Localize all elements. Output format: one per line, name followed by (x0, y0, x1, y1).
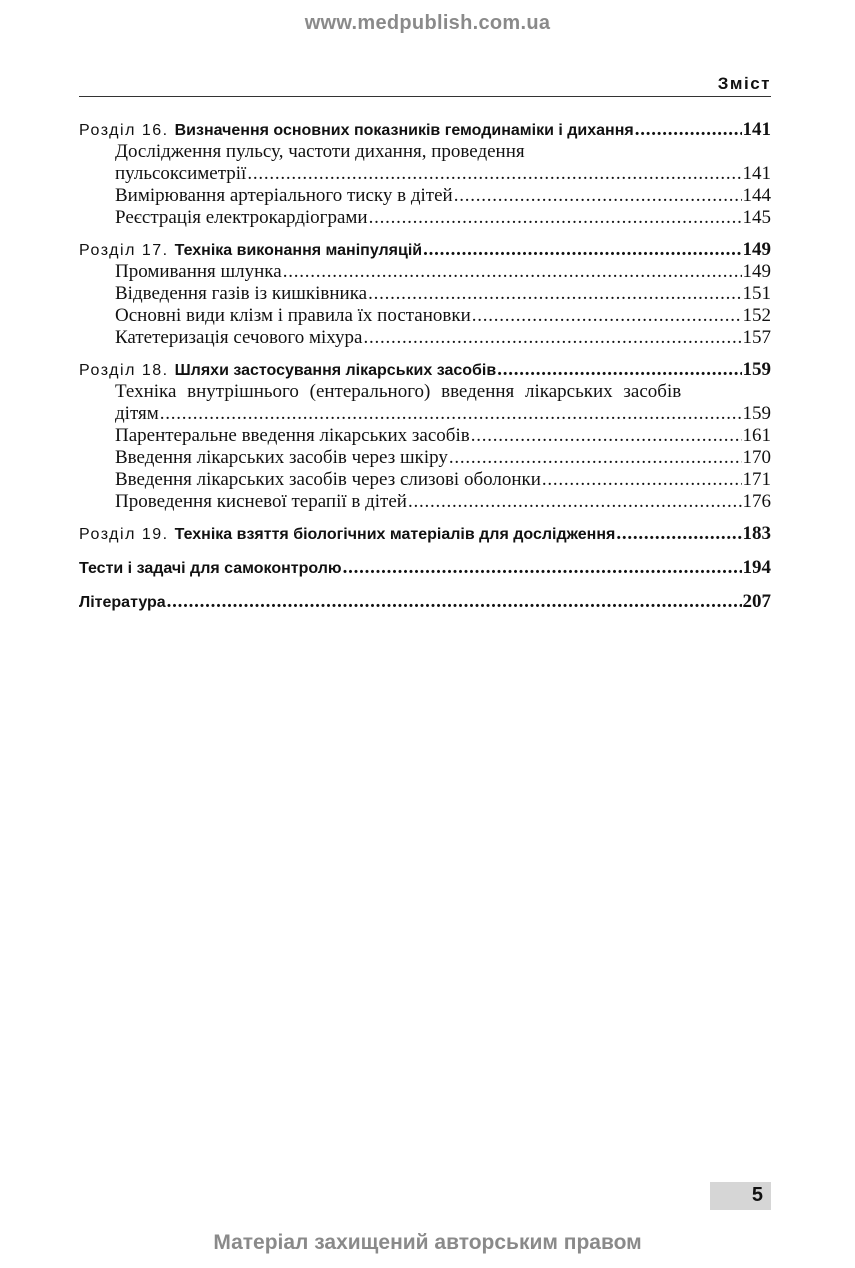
leader-dots (542, 469, 742, 491)
leader-dots (423, 239, 741, 261)
toc-entry[interactable] (79, 207, 771, 229)
section-prefix: Розділ 18. (79, 362, 169, 379)
toc-entry-line1: Техніка внутрішнього (ентерального) введення лікарських засобів (115, 381, 682, 402)
toc-entry[interactable] (79, 591, 771, 613)
toc-section-18 (79, 359, 771, 513)
section-title: Техніка взяття біологічних матеріалів для дослідження (174, 526, 616, 543)
toc-entry[interactable] (79, 239, 771, 261)
toc-entry[interactable] (79, 119, 771, 141)
leader-dots (497, 359, 741, 381)
page-ref: 157 (742, 327, 771, 348)
page-ref: 159 (742, 359, 771, 380)
leader-dots (368, 283, 741, 305)
toc-entry[interactable] (79, 557, 771, 579)
leader-dots (283, 261, 742, 283)
watermark-bottom: Матеріал захищений авторським правом (213, 1231, 642, 1254)
page-ref: 149 (742, 261, 771, 282)
section-title: Техніка виконання маніпуляцій (174, 242, 423, 259)
page-ref: 176 (742, 491, 771, 512)
entry-title: Введення лікарських засобів через слизові оболонки (115, 469, 541, 490)
toc-entry-line1: Дослідження пульсу, частоти дихання, проведення (115, 141, 525, 162)
page-ref: 144 (742, 185, 771, 206)
watermark-top: www.medpublish.com.ua (304, 12, 551, 34)
page-ref: 152 (742, 305, 771, 326)
entry-title: Парентеральне введення лікарських засобів (115, 425, 470, 446)
page-ref: 159 (742, 403, 771, 424)
toc-entry[interactable] (79, 447, 771, 469)
toc-entry[interactable] (79, 425, 771, 447)
toc-section-17 (79, 239, 771, 349)
page-ref: 141 (742, 119, 771, 140)
toc-tests (79, 557, 771, 579)
page-ref: 145 (742, 207, 771, 228)
page-ref: 161 (742, 425, 771, 446)
page-number-box (710, 1182, 771, 1210)
toc-entry[interactable] (79, 469, 771, 491)
toc-section-16 (79, 119, 771, 229)
entry-title: Катетеризація сечового міхура (115, 327, 363, 348)
entry-title: Введення лікарських засобів через шкіру (115, 447, 448, 468)
section-title: Тести і задачі для самоконтролю (79, 560, 342, 577)
page-ref: 170 (742, 447, 771, 468)
entry-title: Промивання шлунка (115, 261, 282, 282)
page-ref: 194 (742, 557, 771, 578)
toc-literature (79, 591, 771, 613)
leader-dots (449, 447, 742, 469)
toc-entry[interactable] (79, 261, 771, 283)
page-ref: 141 (742, 163, 771, 184)
section-title: Література (79, 594, 166, 611)
toc-entry[interactable] (79, 523, 771, 545)
section-prefix: Розділ 16. (79, 122, 169, 139)
toc-entry[interactable] (79, 163, 771, 185)
toc-entry[interactable] (79, 305, 771, 327)
page-ref: 183 (742, 523, 771, 544)
toc-entry[interactable] (79, 327, 771, 349)
toc-entry[interactable] (79, 359, 771, 381)
entry-title: Реєстрація електрокардіограми (115, 207, 368, 228)
entry-title: Проведення кисневої терапії в дітей (115, 491, 407, 512)
leader-dots (343, 557, 742, 579)
section-prefix: Розділ 17. (79, 242, 169, 259)
section-title: Шляхи застосування лікарських засобів (174, 362, 497, 379)
page-number: 5 (751, 1184, 763, 1206)
toc-section-19 (79, 523, 771, 545)
leader-dots (160, 403, 742, 425)
leader-dots (369, 207, 742, 229)
entry-title: Вимірювання артеріального тиску в дітей (115, 185, 453, 206)
running-head (79, 72, 771, 97)
leader-dots (616, 523, 741, 545)
toc-entry[interactable] (79, 403, 771, 425)
leader-dots (454, 185, 742, 207)
toc-entry[interactable] (79, 283, 771, 305)
leader-dots (363, 327, 741, 349)
leader-dots (167, 591, 742, 613)
leader-dots (635, 119, 742, 141)
page-ref: 149 (742, 239, 771, 260)
page-ref: 207 (742, 591, 771, 612)
page-ref: 171 (742, 469, 771, 490)
running-head-title: Зміст (717, 74, 771, 93)
entry-title: пульсоксиметрії (115, 163, 247, 184)
entry-title: Відведення газів із кишківника (115, 283, 368, 304)
table-of-contents (79, 119, 771, 625)
entry-title: Основні види клізм і правила їх постановки (115, 305, 471, 326)
leader-dots (408, 491, 742, 513)
section-title: Визначення основних показників гемодинаміки і дихання (174, 122, 634, 139)
leader-dots (471, 425, 742, 447)
section-prefix: Розділ 19. (79, 526, 169, 543)
toc-entry[interactable] (79, 491, 771, 513)
toc-entry[interactable] (79, 185, 771, 207)
page-ref: 151 (742, 283, 771, 304)
entry-title: дітям (115, 403, 159, 424)
leader-dots (247, 163, 741, 185)
leader-dots (472, 305, 742, 327)
